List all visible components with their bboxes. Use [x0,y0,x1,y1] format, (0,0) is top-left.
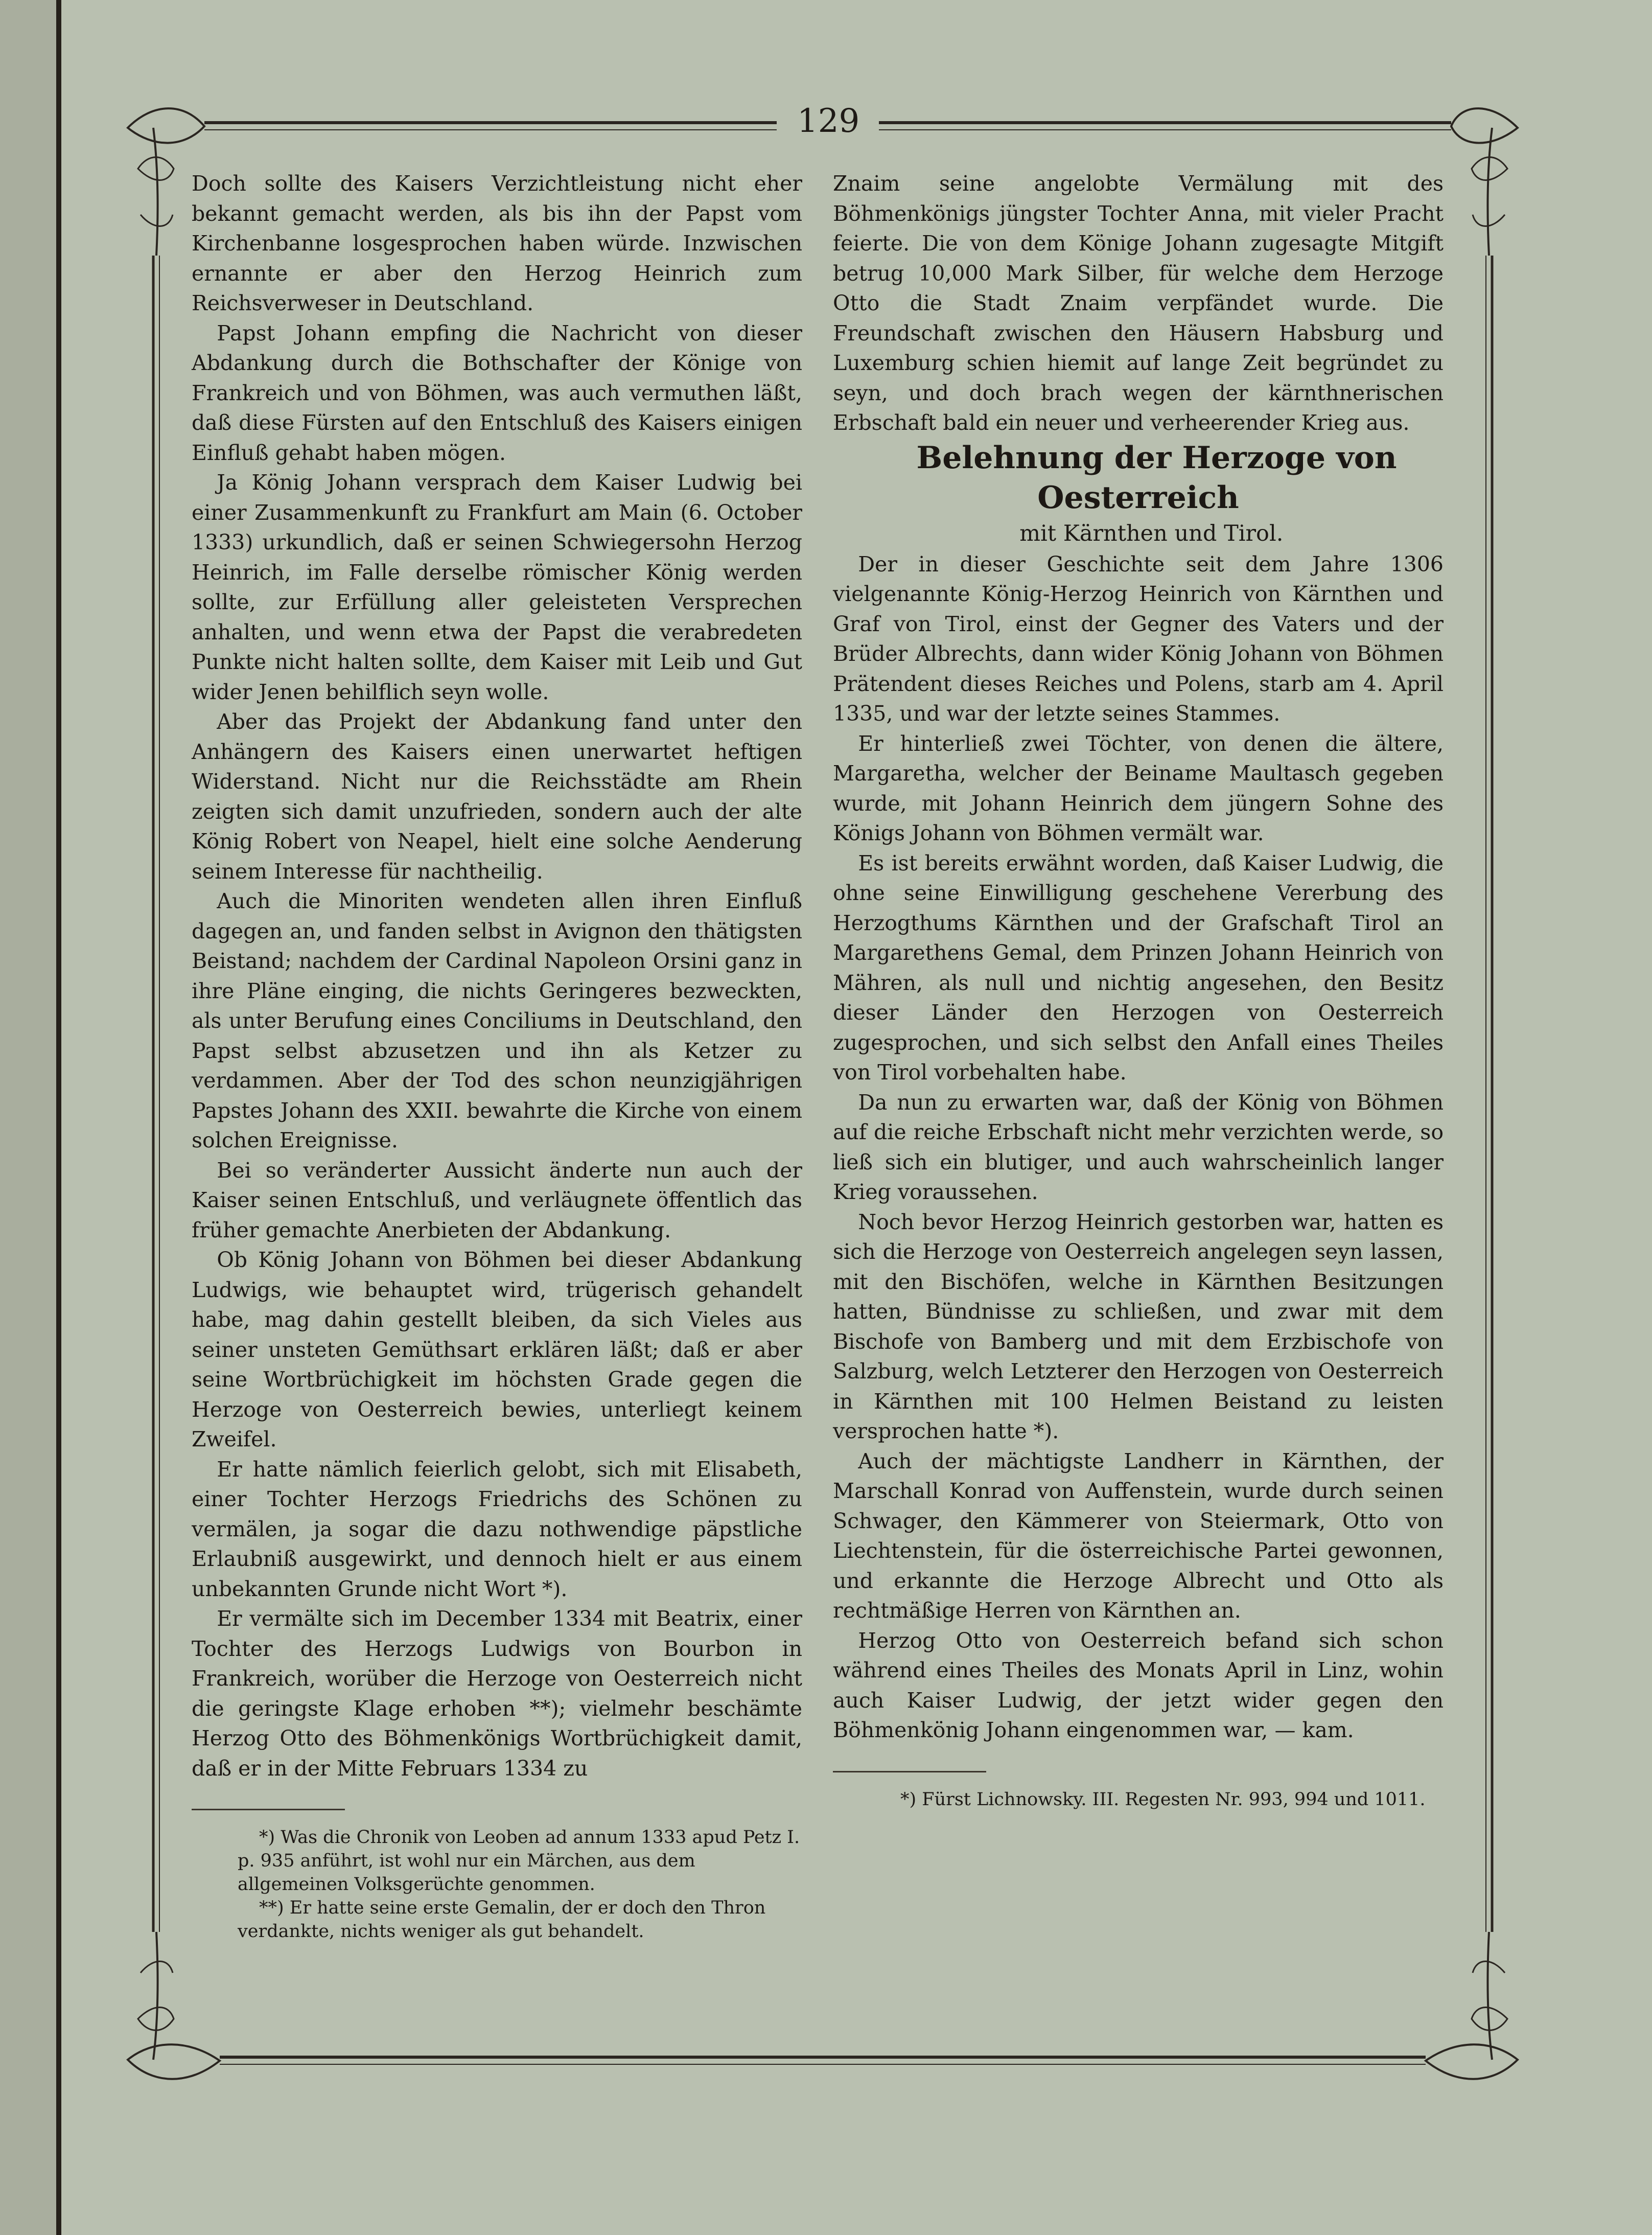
paragraph: Ob König Johann von Böhmen bei dieser Abdankung Ludwigs, wie behauptet wird, trügerisch gehandelt habe, mag dahin gestellt bleiben, da sich Vieles aus seiner unsteten Gemüthsart erklären läßt; daß er aber seine Wortbrüchigkeit im höchsten Grade gegen die Herzoge von Oesterreich bewies, unterliegt keinem Zweifel. [192,1248,802,1451]
paragraph: Ja König Johann versprach dem Kaiser Ludwig bei einer Zusammenkunft zu Frankfurt am Main (6. October 1333) urkundlich, daß er seinen Schwiegersohn Herzog Heinrich, im Falle derselbe römischer König werden sollte, zur Erfüllung aller geleisteten Versprechen anhalten, und wenn etwa der Papst die verabredeten Punkte nicht halten sollte, dem Kaiser mit Leib und Gut wider Jenen behilflich seyn wolle. [192,470,802,704]
footnote: *) Was die Chronik von Leoben ad annum 1333 apud Petz I. p. 935 anführt, ist wohl nur ein Märchen, aus dem allgemeinen Volksgerüchte genommen. [238,1827,800,1895]
paragraph: Doch sollte des Kaisers Verzichtleistung nicht eher bekannt gemacht werden, als bis ihn der Papst vom Kirchenbanne losgesprochen haben würde. Inzwischen ernannte er aber den Herzog Heinrich zum Reichsverweser in Deutschland. [192,171,802,315]
right-column [833,169,1444,1811]
paragraph: Znaim seine angelobte Vermälung mit des Böhmenkönigs jüngster Tochter Anna, mit vieler Pracht feierte. Die von dem Könige Johann zugesagte Mitgift betrug 10,000 Mark Silber, für welche dem Herzoge Otto die Stadt Znaim verpfändet wurde. Die Freundschaft zwischen den Häusern Habsburg und Luxemburg schien hiemit auf lange Zeit begründet zu seyn, und doch brach wegen der kärnthnerischen Erbschaft bald ein neuer und verheerender Krieg aus. [833,171,1444,435]
left-column [192,169,802,1943]
section-subheading: mit Kärnthen und Tirol. [1019,520,1284,546]
paragraph: Auch der mächtigste Landherr in Kärnthen, der Marschall Konrad von Auffenstein, wurde durch seinen Schwager, den Kämmerer von Steiermark, Otto von Liechtenstein, für die österreichische Partei gewonnen, und erkannte die Herzoge Albrecht und Otto als rechtmäßige Herren von Kärnthen an. [833,1448,1444,1623]
paragraph: Da nun zu erwarten war, daß der König von Böhmen auf die reiche Erbschaft nicht mehr verzichten werde, so ließ sich ein blutiger, und auch wahrscheinlich langer Krieg voraussehen. [833,1090,1444,1204]
paragraph: Er vermälte sich im December 1334 mit Beatrix, einer Tochter des Herzogs Ludwigs von Bourbon in Frankreich, worüber die Herzoge von Oesterreich nicht die geringste Klage erhoben **); vielmehr beschämte Herzog Otto des Böhmenkönigs Wortbrüchigkeit damit, daß er in der Mitte Februars 1334 zu [192,1606,802,1781]
paragraph: Auch die Minoriten wendeten allen ihren Einfluß dagegen an, und fanden selbst in Avignon den thätigsten Beistand; nachdem der Cardinal Napoleon Orsini ganz in ihre Pläne einging, die nichts Geringeres bezweckten, als unter Berufung eines Conciliums in Deutschland, den Papst selbst abzusetzen und ihn als Ketzer zu verdammen. Aber der Tod des schon neunzigjährigen Papstes Johann des XXII. bewahrte die Kirche von einem solchen Ereignisse. [192,889,802,1153]
paragraph: Herzog Otto von Oesterreich befand sich schon während eines Theiles des Monats April in Linz, wohin auch Kaiser Ludwig, der jetzt wider gegen den Böhmenkönig Johann eingenommen war, — kam. [833,1628,1444,1742]
paragraph: Papst Johann empfing die Nachricht von dieser Abdankung durch die Bothschafter der Könige von Frankreich und von Böhmen, was auch vermuthen läßt, daß diese Fürsten auf den Entschluß des Kaisers einigen Einfluß gehabt haben mögen. [192,320,802,465]
footnote-rule [192,1809,345,1810]
paragraph: Aber das Projekt der Abdankung fand unter den Anhängern des Kaisers einen unerwartet heftigen Widerstand. Nicht nur die Reichsstädte am Rhein zeigten sich damit unzufrieden, sondern auch der alte König Robert von Neapel, hielt eine solche Aenderung seinem Interesse für nachtheilig. [192,709,802,884]
page-number: 129 [797,102,860,140]
paragraph: Noch bevor Herzog Heinrich gestorben war, hatten es sich die Herzoge von Oesterreich angelegen seyn lassen, mit den Bischöfen, welche in Kärnthen Besitzungen hatten, Bündnisse zu schließen, und zwar mit dem Bischofe von Bamberg und mit dem Erzbischofe von Salzburg, welch Letzterer den Herzogen von Oesterreich in Kärnthen mit 100 Helmen Beistand zu leisten versprochen hatte *). [833,1209,1444,1443]
footnote: **) Er hatte seine erste Gemalin, der er doch den Thron verdankte, nichts weniger als gut behandelt. [238,1898,766,1942]
footnote-rule [833,1771,986,1772]
paragraph: Es ist bereits erwähnt worden, daß Kaiser Ludwig, die ohne seine Einwilligung geschehene Vererbung des Herzogthums Kärnthen und der Grafschaft Tirol an Margarethens Gemal, dem Prinzen Johann Heinrich von Mähren, als null und nichtig angesehen, den Besitz dieser Länder den Herzogen von Oesterreich zugesprochen, und sich selbst den Anfall eines Theiles von Tirol vorbehalten habe. [833,850,1444,1085]
section-heading: Belehnung der Herzoge von Oesterreich [916,440,1397,516]
paragraph: Er hatte nämlich feierlich gelobt, sich mit Elisabeth, einer Tochter Herzogs Friedrichs des Schönen zu vermälen, ja sogar die dazu nothwendige päpstliche Erlaubniß ausgewirkt, und dennoch hielt er aus einem unbekannten Grunde nicht Wort *). [192,1457,802,1601]
paragraph: Bei so veränderter Aussicht änderte nun auch der Kaiser seinen Entschluß, und verläugnete öffentlich das früher gemachte Anerbieten der Abdankung. [192,1158,802,1242]
paragraph: Der in dieser Geschichte seit dem Jahre 1306 vielgenannte König-Herzog Heinrich von Kärnthen und Graf von Tirol, einst der Gegner des Vaters und der Brüder Albrechts, dann wider König Johann von Böhmen Prätendent dieses Reiches und Polens, starb am 4. April 1335, und war der letzte seines Stammes. [833,551,1444,726]
footnote: *) Fürst Lichnowsky. III. Regesten Nr. 993, 994 und 1011. [900,1789,1426,1810]
paragraph: Er hinterließ zwei Töchter, von denen die ältere, Margaretha, welcher der Beiname Maultasch gegeben wurde, mit Johann Heinrich dem jüngern Sohne des Königs Johann von Böhmen vermält war. [833,731,1444,845]
